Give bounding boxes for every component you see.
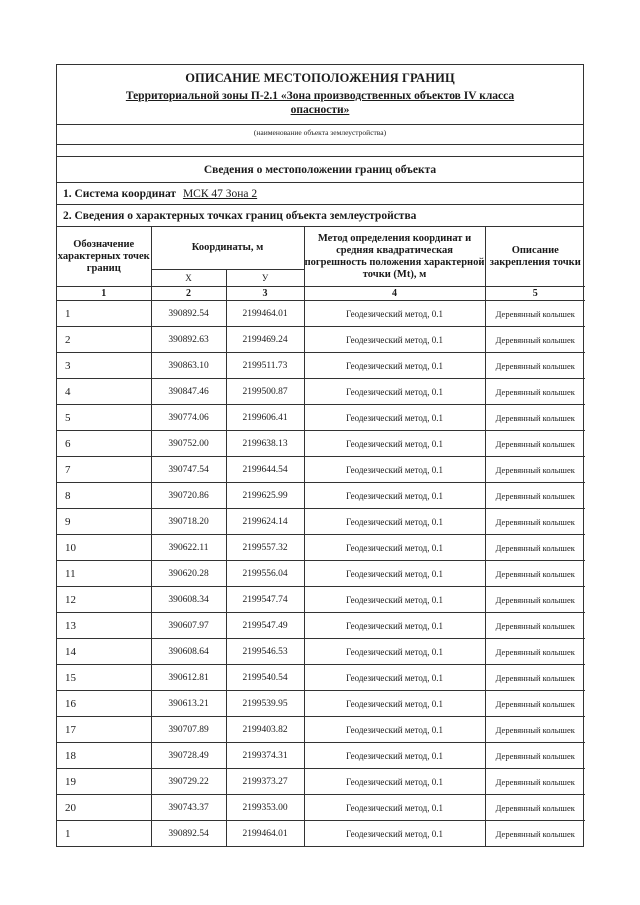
method-cell: Геодезический метод, 0.1 — [304, 457, 485, 483]
column-number-row — [57, 287, 585, 301]
method-cell: Геодезический метод, 0.1 — [304, 483, 485, 509]
y-coordinate: 2199547.49 — [226, 613, 304, 639]
x-coordinate: 390612.81 — [151, 665, 226, 691]
method-cell: Геодезический метод, 0.1 — [304, 821, 485, 847]
point-id: 8 — [57, 483, 151, 509]
table-row — [57, 691, 585, 717]
fixing-cell: Деревянный колышек — [485, 769, 585, 795]
x-coordinate: 390728.49 — [151, 743, 226, 769]
fixing-cell: Деревянный колышек — [485, 743, 585, 769]
point-id: 16 — [57, 691, 151, 717]
fixing-cell: Деревянный колышек — [485, 327, 585, 353]
y-coordinate: 2199557.32 — [226, 535, 304, 561]
y-coordinate: 2199547.74 — [226, 587, 304, 613]
spacer-row — [57, 145, 583, 157]
point-id: 10 — [57, 535, 151, 561]
fixing-cell: Деревянный колышек — [485, 587, 585, 613]
x-coordinate: 390892.63 — [151, 327, 226, 353]
y-coordinate: 2199374.31 — [226, 743, 304, 769]
fixing-cell: Деревянный колышек — [485, 457, 585, 483]
x-coordinate: 390718.20 — [151, 509, 226, 535]
table-row — [57, 405, 585, 431]
col-number: 4 — [304, 287, 485, 301]
fixing-cell: Деревянный колышек — [485, 561, 585, 587]
point-id: 9 — [57, 509, 151, 535]
object-name-line2: опасности» — [290, 104, 350, 116]
x-coordinate: 390847.46 — [151, 379, 226, 405]
points-table — [57, 227, 585, 846]
table-row — [57, 795, 585, 821]
table-row — [57, 743, 585, 769]
x-coordinate: 390607.97 — [151, 613, 226, 639]
point-id: 3 — [57, 353, 151, 379]
table-row — [57, 821, 585, 847]
y-coordinate: 2199624.14 — [226, 509, 304, 535]
col-method-header: Метод определения координат и средняя квадратическая погрешность положения характерной точки (Мt), м — [304, 227, 485, 287]
x-coordinate: 390620.28 — [151, 561, 226, 587]
x-coordinate: 390729.22 — [151, 769, 226, 795]
method-cell: Геодезический метод, 0.1 — [304, 743, 485, 769]
x-coordinate: 390720.86 — [151, 483, 226, 509]
point-id: 4 — [57, 379, 151, 405]
method-cell: Геодезический метод, 0.1 — [304, 535, 485, 561]
method-cell: Геодезический метод, 0.1 — [304, 561, 485, 587]
table-row — [57, 535, 585, 561]
x-coordinate: 390743.37 — [151, 795, 226, 821]
col-number: 5 — [485, 287, 585, 301]
table-header-row — [57, 227, 585, 270]
point-id: 18 — [57, 743, 151, 769]
section-title: Сведения о местоположении границ объекта — [57, 157, 583, 183]
point-id: 6 — [57, 431, 151, 457]
fixing-cell: Деревянный колышек — [485, 717, 585, 743]
point-id: 11 — [57, 561, 151, 587]
fixing-cell: Деревянный колышек — [485, 821, 585, 847]
y-coordinate: 2199556.04 — [226, 561, 304, 587]
x-coordinate: 390774.06 — [151, 405, 226, 431]
point-id: 2 — [57, 327, 151, 353]
table-row — [57, 639, 585, 665]
y-coordinate: 2199464.01 — [226, 301, 304, 327]
table-row — [57, 665, 585, 691]
table-row — [57, 379, 585, 405]
point-id: 1 — [57, 301, 151, 327]
method-cell: Геодезический метод, 0.1 — [304, 431, 485, 457]
col-number: 2 — [151, 287, 226, 301]
x-coordinate: 390622.11 — [151, 535, 226, 561]
x-coordinate: 390752.00 — [151, 431, 226, 457]
table-row — [57, 483, 585, 509]
col-coordinates-header: Координаты, м — [151, 227, 304, 270]
table-row — [57, 717, 585, 743]
point-id: 17 — [57, 717, 151, 743]
table-row — [57, 353, 585, 379]
object-caption: (наименование объекта землеустройства) — [57, 125, 583, 145]
x-coordinate: 390613.21 — [151, 691, 226, 717]
table-row — [57, 613, 585, 639]
table-row — [57, 327, 585, 353]
point-id: 12 — [57, 587, 151, 613]
method-cell: Геодезический метод, 0.1 — [304, 353, 485, 379]
method-cell: Геодезический метод, 0.1 — [304, 301, 485, 327]
y-coordinate: 2199638.13 — [226, 431, 304, 457]
fixing-cell: Деревянный колышек — [485, 691, 585, 717]
x-coordinate: 390892.54 — [151, 821, 226, 847]
method-cell: Геодезический метод, 0.1 — [304, 613, 485, 639]
fixing-cell: Деревянный колышек — [485, 405, 585, 431]
method-cell: Геодезический метод, 0.1 — [304, 509, 485, 535]
y-coordinate: 2199511.73 — [226, 353, 304, 379]
x-coordinate: 390608.64 — [151, 639, 226, 665]
y-coordinate: 2199539.95 — [226, 691, 304, 717]
y-coordinate: 2199540.54 — [226, 665, 304, 691]
y-coordinate: 2199469.24 — [226, 327, 304, 353]
y-coordinate: 2199625.99 — [226, 483, 304, 509]
point-id: 20 — [57, 795, 151, 821]
fixing-cell: Деревянный колышек — [485, 431, 585, 457]
table-row — [57, 561, 585, 587]
table-row — [57, 457, 585, 483]
y-coordinate: 2199644.54 — [226, 457, 304, 483]
document-title: ОПИСАНИЕ МЕСТОПОЛОЖЕНИЯ ГРАНИЦ — [185, 71, 455, 85]
col-y-header: У — [226, 270, 304, 287]
coordinate-system-value: МСК 47 Зона 2 — [182, 188, 258, 200]
coordinate-system-line — [57, 183, 583, 205]
y-coordinate: 2199500.87 — [226, 379, 304, 405]
method-cell: Геодезический метод, 0.1 — [304, 795, 485, 821]
coordinate-system-label: 1. Система координат — [63, 188, 177, 200]
fixing-cell: Деревянный колышек — [485, 639, 585, 665]
fixing-cell: Деревянный колышек — [485, 535, 585, 561]
fixing-cell: Деревянный колышек — [485, 483, 585, 509]
method-cell: Геодезический метод, 0.1 — [304, 379, 485, 405]
point-id: 15 — [57, 665, 151, 691]
x-coordinate: 390863.10 — [151, 353, 226, 379]
fixing-cell: Деревянный колышек — [485, 509, 585, 535]
x-coordinate: 390707.89 — [151, 717, 226, 743]
table-body — [57, 301, 585, 847]
method-cell: Геодезический метод, 0.1 — [304, 665, 485, 691]
table-row — [57, 509, 585, 535]
method-cell: Геодезический метод, 0.1 — [304, 587, 485, 613]
method-cell: Геодезический метод, 0.1 — [304, 639, 485, 665]
point-id: 5 — [57, 405, 151, 431]
table-row — [57, 769, 585, 795]
x-coordinate: 390608.34 — [151, 587, 226, 613]
method-cell: Геодезический метод, 0.1 — [304, 769, 485, 795]
table-row — [57, 587, 585, 613]
point-id: 13 — [57, 613, 151, 639]
point-id: 7 — [57, 457, 151, 483]
method-cell: Геодезический метод, 0.1 — [304, 691, 485, 717]
y-coordinate: 2199373.27 — [226, 769, 304, 795]
fixing-cell: Деревянный колышек — [485, 301, 585, 327]
col-number: 1 — [57, 287, 151, 301]
x-coordinate: 390747.54 — [151, 457, 226, 483]
method-cell: Геодезический метод, 0.1 — [304, 405, 485, 431]
point-id: 14 — [57, 639, 151, 665]
col-x-header: Х — [151, 270, 226, 287]
col-fix-header: Описание закрепления точки — [485, 227, 585, 287]
y-coordinate: 2199464.01 — [226, 821, 304, 847]
fixing-cell: Деревянный колышек — [485, 379, 585, 405]
point-id: 1 — [57, 821, 151, 847]
point-id: 19 — [57, 769, 151, 795]
object-name-line1: Территориальной зоны П-2.1 «Зона производственных объектов IV класса — [125, 90, 515, 102]
y-coordinate: 2199546.53 — [226, 639, 304, 665]
fixing-cell: Деревянный колышек — [485, 353, 585, 379]
col-point-header: Обозначение характерных точек границ — [57, 227, 151, 287]
boundary-description-sheet — [56, 64, 584, 847]
points-section-heading: 2. Сведения о характерных точках границ объекта землеустройства — [57, 205, 583, 227]
method-cell: Геодезический метод, 0.1 — [304, 717, 485, 743]
table-row — [57, 431, 585, 457]
x-coordinate: 390892.54 — [151, 301, 226, 327]
method-cell: Геодезический метод, 0.1 — [304, 327, 485, 353]
title-block — [57, 65, 583, 125]
y-coordinate: 2199353.00 — [226, 795, 304, 821]
fixing-cell: Деревянный колышек — [485, 795, 585, 821]
table-row — [57, 301, 585, 327]
y-coordinate: 2199606.41 — [226, 405, 304, 431]
col-number: 3 — [226, 287, 304, 301]
fixing-cell: Деревянный колышек — [485, 613, 585, 639]
y-coordinate: 2199403.82 — [226, 717, 304, 743]
fixing-cell: Деревянный колышек — [485, 665, 585, 691]
